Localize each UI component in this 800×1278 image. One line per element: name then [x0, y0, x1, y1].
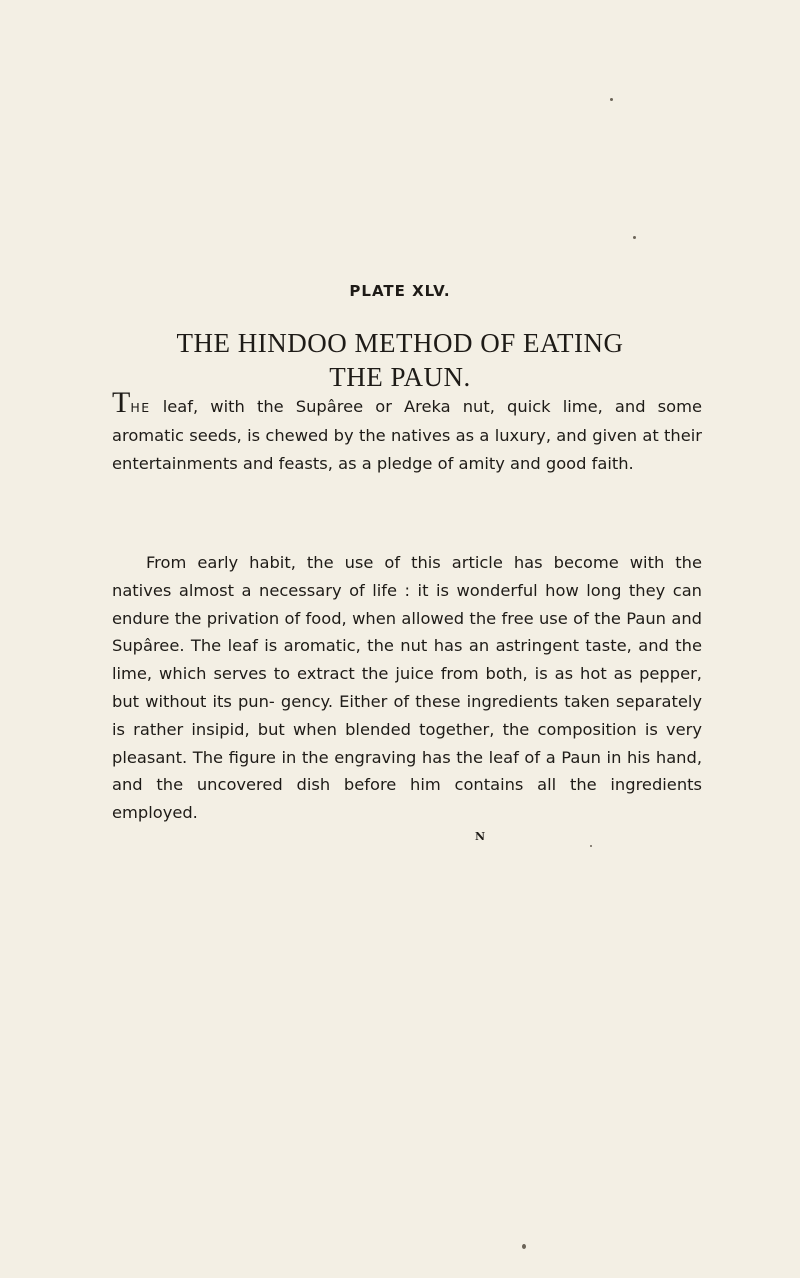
plate-number: PLATE XLV.: [349, 282, 451, 300]
drop-cap: T: [112, 386, 131, 419]
paper-speck: [590, 845, 592, 847]
paper-speck: [610, 98, 613, 101]
title-line-1: THE HINDOO METHOD OF EATING: [176, 328, 624, 358]
paragraph-1: [112, 386, 702, 477]
page-title: [40, 326, 760, 394]
paper-speck: [633, 236, 636, 239]
small-caps-word: HE: [130, 400, 151, 415]
paragraph-2: From early habit, the use of this article has become with the natives almost a necessary of life : it is wonderful how long they can endure the privation of food, when allowed the free use of the Paun and Supâree. The leaf is aromatic, the nut has an astringent taste, and the lime, which serves to extract the juice from both, is as hot as pepper, but without its pun- gency. Either of these ingredients taken separately is rather insipid, but when blended together, the composition is very pleasant. The figure in the engraving has the leaf of a Paun in his hand, and the uncovered dish before him contains all the ingredients employed.: [112, 553, 702, 823]
paper-speck: [522, 1244, 526, 1249]
signature-mark: N: [474, 830, 486, 843]
title-line-2: THE PAUN.: [329, 362, 471, 392]
paragraph-1-text: leaf, with the Supâree or Areka nut, quick lime, and some aromatic seeds, is chewed by the natives as a luxury, and given at their entertainments and feasts, as a pledge of amity and good faith.: [112, 397, 702, 473]
